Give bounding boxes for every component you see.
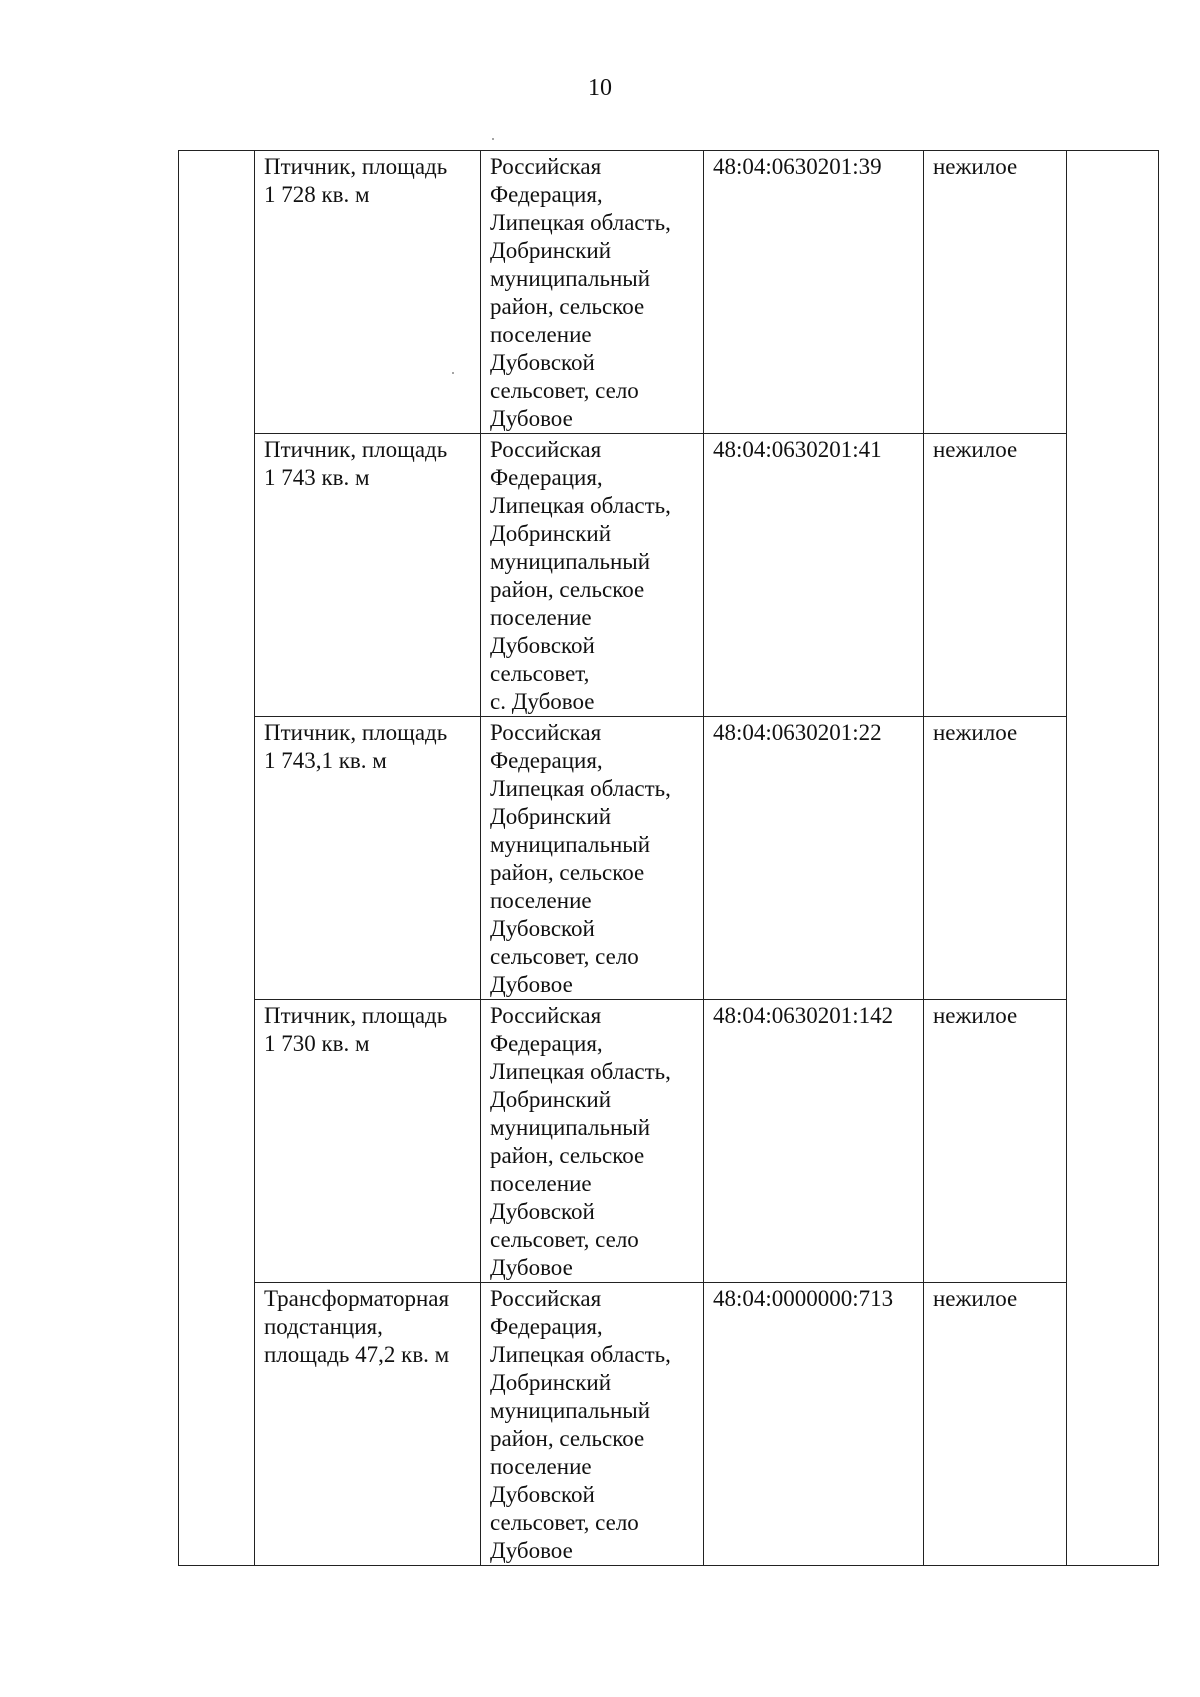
cadastral-number: 48:04:0000000:713 <box>713 1286 894 1311</box>
address-cell <box>481 434 704 717</box>
object-address: Российская Федерация, Липецкая область, Добринский муниципальный район, сельское поселение Дубовской сельсовет, село Дубовое <box>490 720 671 997</box>
object-name: Птичник, площадь 1 730 кв. м <box>264 1003 448 1056</box>
cadastral-number: 48:04:0630201:22 <box>713 720 882 745</box>
address-cell <box>481 1283 704 1566</box>
cadastral-number-cell <box>704 434 924 717</box>
page-number: 10 <box>588 75 612 101</box>
object-purpose: нежилое <box>933 154 1018 179</box>
cadastral-number-cell <box>704 1283 924 1566</box>
object-address: Российская Федерация, Липецкая область, Добринский муниципальный район, сельское поселение Дубовской сельсовет, село Дубовое <box>490 154 671 431</box>
row-number-cell <box>179 151 255 1566</box>
object-name: Трансформаторная подстанция, площадь 47,2 кв. м <box>264 1286 450 1367</box>
table-row <box>179 434 1159 717</box>
address-cell <box>481 151 704 434</box>
address-cell <box>481 1000 704 1283</box>
purpose-cell <box>924 717 1067 1000</box>
purpose-cell <box>924 1283 1067 1566</box>
table-row <box>179 1000 1159 1283</box>
table-row <box>179 1283 1159 1566</box>
property-table-body <box>179 151 1159 1566</box>
object-name-cell <box>255 717 481 1000</box>
address-cell <box>481 717 704 1000</box>
cadastral-number: 48:04:0630201:41 <box>713 437 882 462</box>
cadastral-number: 48:04:0630201:39 <box>713 154 882 179</box>
cadastral-number: 48:04:0630201:142 <box>713 1003 894 1028</box>
purpose-cell <box>924 1000 1067 1283</box>
object-purpose: нежилое <box>933 1003 1018 1028</box>
object-name-cell <box>255 151 481 434</box>
object-address: Российская Федерация, Липецкая область, Добринский муниципальный район, сельское поселение Дубовской сельсовет, с. Дубовое <box>490 437 671 714</box>
object-address: Российская Федерация, Липецкая область, Добринский муниципальный район, сельское поселение Дубовской сельсовет, село Дубовое <box>490 1286 671 1563</box>
object-name-cell <box>255 1283 481 1566</box>
purpose-cell <box>924 151 1067 434</box>
purpose-cell <box>924 434 1067 717</box>
object-purpose: нежилое <box>933 720 1018 745</box>
object-name: Птичник, площадь 1 743 кв. м <box>264 437 448 490</box>
object-name-cell <box>255 434 481 717</box>
cadastral-number-cell <box>704 717 924 1000</box>
object-name-cell <box>255 1000 481 1283</box>
table-row <box>179 151 1159 434</box>
property-table <box>178 150 1159 1566</box>
object-purpose: нежилое <box>933 1286 1018 1311</box>
scan-speck <box>492 138 494 140</box>
table-row <box>179 717 1159 1000</box>
cadastral-number-cell <box>704 151 924 434</box>
cadastral-number-cell <box>704 1000 924 1283</box>
object-purpose: нежилое <box>933 437 1018 462</box>
object-name: Птичник, площадь 1 728 кв. м <box>264 154 448 207</box>
notes-cell <box>1067 151 1159 1566</box>
object-address: Российская Федерация, Липецкая область, Добринский муниципальный район, сельское поселение Дубовской сельсовет, село Дубовое <box>490 1003 671 1280</box>
object-name: Птичник, площадь 1 743,1 кв. м <box>264 720 448 773</box>
